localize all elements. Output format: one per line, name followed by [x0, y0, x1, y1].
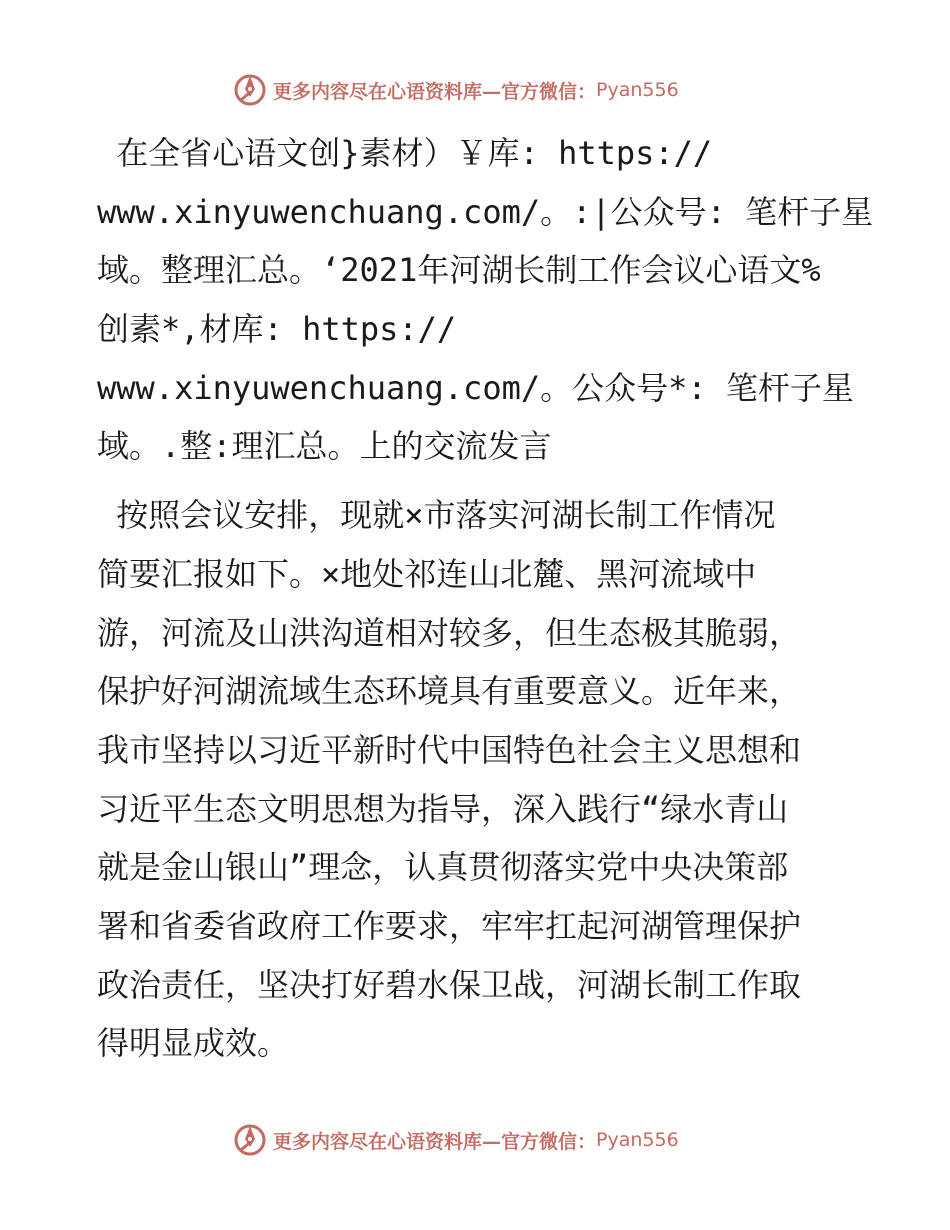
text-line: 政治责任，坚决打好碧水保卫战，河湖长制工作取 [97, 965, 802, 1004]
text-line: 习近平生态文明思想为指导，深入践行“绿水青山 [97, 789, 789, 828]
watermark-text: 更多内容尽在心语资料库—官方微信： [273, 80, 597, 103]
header-watermark [233, 72, 679, 108]
text-line: 署和省委省政府工作要求，牢牢扛起河湖管理保护 [97, 906, 802, 945]
watermark-text: 更多内容尽在心语资料库—官方微信： [273, 1130, 597, 1153]
text-line: 我市坚持以习近平新时代中国特色社会主义思想和 [97, 730, 802, 769]
text-line: 在全省心语文创}素材）￥库: https:// [97, 134, 713, 172]
text-line: 简要汇报如下。×地处祁连山北麓、黑河流域中 [97, 554, 757, 593]
document-body [97, 124, 874, 1073]
fountain-pen-logo-icon [233, 1123, 267, 1157]
text-line: 保护好河湖流域生态环境具有重要意义。近年来， [97, 672, 802, 711]
text-line: 游，河流及山洪沟道相对较多，但生态极其脆弱， [97, 613, 802, 652]
text-line: 得明显成效。 [97, 1024, 290, 1063]
text-line: www.xinyuwenchuang.com/。公众号*: 笔杆子星 [97, 368, 854, 407]
fountain-pen-logo-icon [233, 73, 267, 107]
watermark-account: Pyan556 [596, 1129, 679, 1151]
intro-paragraph [97, 124, 874, 476]
text-line: 域。.整:理汇总。上的交流发言 [97, 427, 552, 466]
text-line: 域。整理汇总。‘2021年河湖长制工作会议心语文% [97, 251, 821, 290]
text-line: 按照会议安排，现就×市落实河湖长制工作情况 [97, 496, 776, 535]
footer-watermark [233, 1122, 679, 1158]
text-line: 创素*,材库: https:// [97, 310, 457, 349]
body-paragraph [97, 486, 867, 1073]
text-line: www.xinyuwenchuang.com/。:|公众号: 笔杆子星 [97, 192, 874, 231]
text-line: 就是金山银山”理念，认真贯彻落实党中央决策部 [97, 848, 789, 887]
watermark-account: Pyan556 [596, 79, 679, 101]
